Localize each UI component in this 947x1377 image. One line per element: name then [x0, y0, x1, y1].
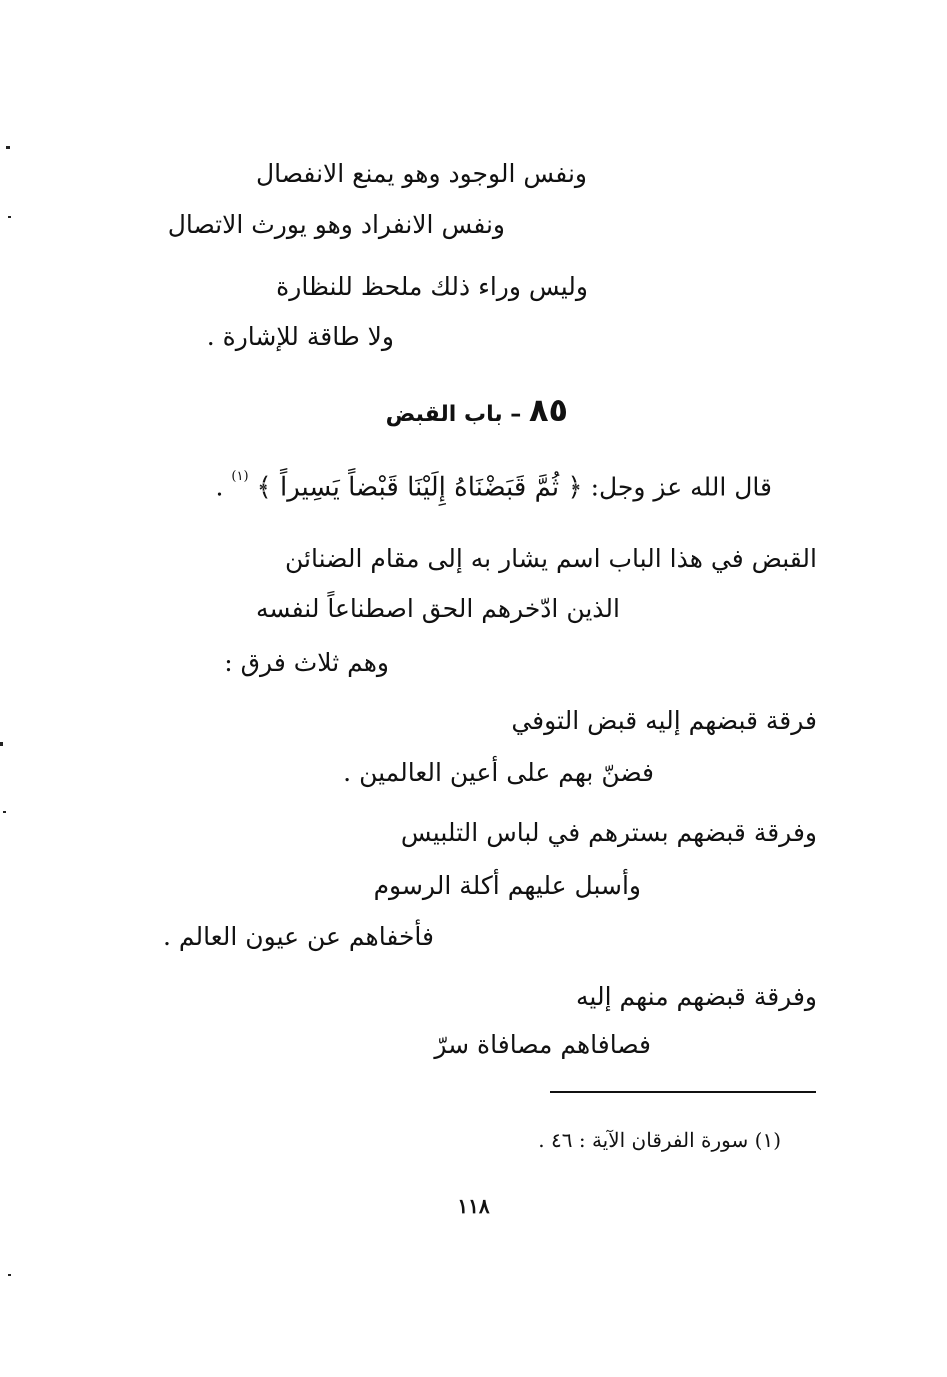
text-line: وأسبل عليهم أكلة الرسوم [373, 871, 641, 900]
section-dash: – [510, 402, 522, 427]
scan-speck [8, 216, 11, 218]
section-number: ٨٥ [528, 391, 568, 429]
text-line: ونفس الوجود وهو يمنع الانفصال [255, 159, 587, 188]
text-line: فضنّ بهم على أعين العالمين . [343, 758, 654, 787]
text-line: الذين ادّخرهم الحق اصطناعاً لنفسه [255, 594, 620, 623]
verse-end-mark: . [215, 472, 224, 502]
text-line: فرقة قبضهم إليه قبض التوفي [511, 706, 817, 735]
section-title: باب القبض [385, 402, 503, 427]
text-line: وفرقة قبضهم منهم إليه [576, 982, 817, 1011]
text-line: ونفس الانفراد وهو يورث الاتصال [167, 210, 505, 239]
text-line: فصافاهم مصافاة سرّ [434, 1030, 651, 1059]
verse-line [215, 466, 772, 504]
footnote: (١) سورة الفرقان الآية : ٤٦ . [538, 1128, 781, 1152]
scan-speck [8, 1274, 11, 1276]
footnote-separator [550, 1091, 816, 1093]
page-number: ١١٨ [457, 1194, 490, 1218]
verse-intro: قال الله عز وجل: [590, 472, 772, 502]
scan-speck [0, 742, 3, 746]
text-line: فأخفاهم عن عيون العالم . [162, 922, 434, 951]
text-line: القبض في هذا الباب اسم يشار به إلى مقام الضنائن [285, 544, 817, 573]
footnote-reference: (١) [231, 469, 249, 484]
quran-verse: ﴿ ثُمَّ قَبَضْنَاهُ إِلَيْنَا قَبْضاً يَسِيراً ﴾ [256, 472, 583, 503]
text-line: وفرقة قبضهم بسترهم في لباس التلبيس [400, 818, 817, 847]
text-line: وليس وراء ذلك ملحظ للنظارة [276, 272, 588, 301]
text-line: ولا طاقة للإشارة . [206, 322, 394, 351]
section-heading [386, 390, 568, 435]
scan-speck [3, 811, 6, 813]
scan-speck [6, 146, 10, 149]
text-line: وهم ثلاث فرق : [224, 648, 389, 677]
